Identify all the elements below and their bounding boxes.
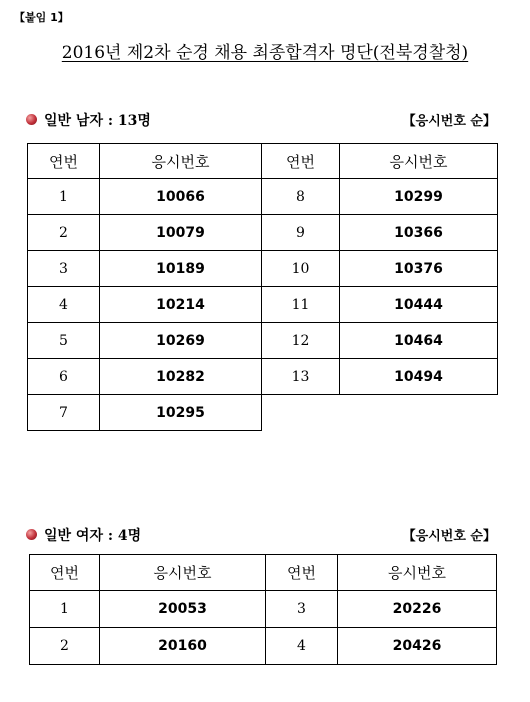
seq-cell: 2: [28, 215, 100, 251]
female-list-table: [29, 554, 497, 665]
section-male-header: [26, 110, 496, 130]
table-row: [28, 179, 498, 215]
exam-number-cell: 10189: [100, 251, 262, 287]
seq-cell: 7: [28, 395, 100, 431]
seq-cell: 1: [30, 591, 100, 628]
seq-cell: 11: [262, 287, 340, 323]
seq-cell: 9: [262, 215, 340, 251]
table-row: [28, 359, 498, 395]
exam-number-cell: 10494: [340, 359, 498, 395]
seq-cell: 4: [266, 628, 338, 665]
exam-number-cell: 20160: [100, 628, 266, 665]
seq-cell: 4: [28, 287, 100, 323]
col-header-seq: 연번: [30, 555, 100, 591]
document-title: 2016년 제2차 순경 채용 최종합격자 명단(전북경찰청): [61, 43, 469, 63]
seq-cell: 6: [28, 359, 100, 395]
seq-cell: 3: [266, 591, 338, 628]
table-row: [28, 323, 498, 359]
seq-cell: 1: [28, 179, 100, 215]
col-header-exam-no: 응시번호: [100, 144, 262, 179]
seq-cell: 5: [28, 323, 100, 359]
col-header-exam-no: 응시번호: [340, 144, 498, 179]
col-header-exam-no: 응시번호: [100, 555, 266, 591]
section-female-order-note: 【응시번호 순】: [402, 529, 496, 544]
exam-number-cell: 20226: [338, 591, 497, 628]
col-header-seq: 연번: [28, 144, 100, 179]
section-male-order-note: 【응시번호 순】: [402, 114, 496, 129]
exam-number-cell: 10376: [340, 251, 498, 287]
exam-number-cell: 10464: [340, 323, 498, 359]
section-female-heading: 일반 여자 : 4명: [44, 528, 142, 544]
empty-cell: [262, 395, 340, 431]
seq-cell: 13: [262, 359, 340, 395]
seq-cell: 3: [28, 251, 100, 287]
exam-number-cell: 10066: [100, 179, 262, 215]
table-row: [28, 395, 498, 431]
section-male-heading: 일반 남자 : 13명: [44, 113, 151, 129]
col-header-seq: 연번: [266, 555, 338, 591]
exam-number-cell: 10282: [100, 359, 262, 395]
table-row: [28, 287, 498, 323]
exam-number-cell: 10079: [100, 215, 262, 251]
table-header-row: [28, 144, 498, 179]
exam-number-cell: 10444: [340, 287, 498, 323]
exam-number-cell: 10214: [100, 287, 262, 323]
col-header-seq: 연번: [262, 144, 340, 179]
seq-cell: 10: [262, 251, 340, 287]
bullet-icon: [26, 114, 37, 125]
bullet-icon: [26, 529, 37, 540]
table-header-row: [30, 555, 497, 591]
table-row: [28, 251, 498, 287]
attachment-label: 【붙임 1】: [14, 11, 69, 24]
male-list-table: [27, 143, 498, 431]
exam-number-cell: 20053: [100, 591, 266, 628]
seq-cell: 8: [262, 179, 340, 215]
seq-cell: 2: [30, 628, 100, 665]
table-row: [30, 591, 497, 628]
seq-cell: 12: [262, 323, 340, 359]
exam-number-cell: 20426: [338, 628, 497, 665]
empty-cell: [340, 395, 498, 431]
exam-number-cell: 10366: [340, 215, 498, 251]
table-row: [30, 628, 497, 665]
exam-number-cell: 10269: [100, 323, 262, 359]
exam-number-cell: 10295: [100, 395, 262, 431]
exam-number-cell: 10299: [340, 179, 498, 215]
col-header-exam-no: 응시번호: [338, 555, 497, 591]
table-row: [28, 215, 498, 251]
section-female-header: [26, 525, 496, 545]
